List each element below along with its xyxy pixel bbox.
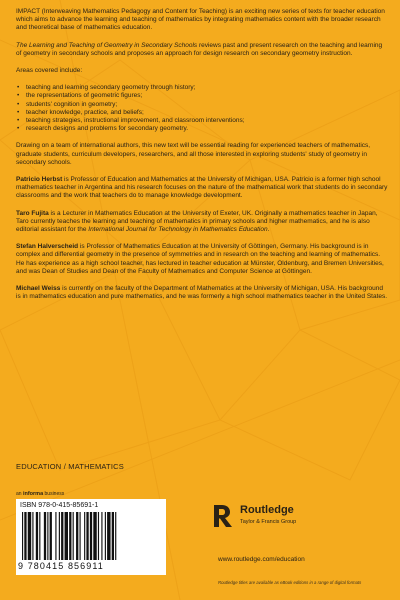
list-item: • teaching and learning secondary geometry through history; [16,84,388,92]
author-name: Taro Fujita [16,209,49,217]
ebook-note: Routledge titles are available as eBook editions in a range of digital formats [218,580,362,585]
author-name: Patricio Herbst [16,176,63,184]
isbn-number: ISBN 978-0-415-85691-1 [20,502,99,509]
subject-category: EDUCATION / MATHEMATICS [16,462,124,471]
areas-list [16,84,388,133]
author-name: Stefan Halverscheid [16,243,79,251]
list-item: • research designs and problems for secondary geometry. [16,125,388,133]
barcode-digits: 9 780415 856911 [18,561,104,571]
author-bio [16,243,388,276]
author-bio-text: is Professor of Mathematics Education at the University of Göttingen, Germany. His background is in complex and differential geometry in the presence of symmetries and in research on the teaching and learning of mathematics. He has experience as a high school teacher, has lectured in teacher education at Münster, Oldenburg, and Bremen Universities, and was Dean of Studies and Dean of the Faculty of Mathematics and Computer Science at Göttingen. [16,243,384,275]
list-item: • teacher knowledge, practice, and beliefs; [16,109,388,117]
author-name: Michael Weiss [16,285,61,293]
author-bio: Taro Fujita is a Lecturer in Mathematics Education at the University of Exeter, UK. Originally a mathematics teacher in Japan, Taro currently teaches the learning and teaching of mathematics in primary schools and higher mathematics, and he is also editorial assistant for the International Journal for Technology in Mathematics Education. [16,209,378,234]
list-item: • students' cognition in geometry; [16,101,388,109]
readership-paragraph: Drawing on a team of international authors, this new text will be essential reading for experienced teachers of mathematics, graduate students, curriculum developers, researchers, and all those interested in exploring students' study of geometry in secondary schools. [16,142,371,166]
journal-title: International Journal for Technology in Mathematics Education [88,226,268,234]
areas-heading: Areas covered include: [16,67,83,75]
author-bio [16,176,388,201]
publisher-url[interactable]: www.routledge.com/education [218,556,305,563]
publisher-name: Routledge [240,504,294,516]
author-bio [16,285,388,301]
series-description: IMPACT (Interweaving Mathematics Pedagogy and Content for Teaching) is an exciting new series of texts for teacher education which aims to advance the learning and teaching of mathematics by integrating mathematics content with the broader research and theoretical base of mathematics education. [16,8,385,32]
list-item: • teaching strategies, instructional improvement, and classroom interventions; [16,117,388,125]
routledge-logo-icon [212,503,236,529]
publisher-tagline: Taylor & Francis Group [240,519,297,525]
author-bio-text: is a Lecturer in Mathematics Education at the University of Exeter, UK. Originally a mathematics teacher in Japan, Taro currently teaches the learning and teaching of mathematics in primary schools and higher mathematics, and he is also editorial assistant for the [16,209,378,234]
barcode-panel [16,499,166,575]
informa-logo-text: informa [22,491,44,497]
book-description-text: reviews past and present research on the teaching and learning of geometry in secondary schools and proposes an approach for design research on secondary geometry instruction. [16,41,383,57]
barcode-icon [22,512,160,560]
informa-business-note: an informa business [16,491,65,497]
book-description [16,42,388,58]
author-bio-text: is Professor of Education and Mathematics at the University of Michigan, USA. Patricio is a former high school mathematics teacher in Argentina and his research focuses on the nature of the mathematical work that students do in secondary classrooms and the work that teachers do to manage knowledge development. [16,176,388,200]
author-bio-text: is currently on the faculty of the Department of Mathematics at the University of Michigan, USA. His background is in mathematics education and pure mathematics, and he was formerly a high school mathematics teacher in the United States. [16,285,388,301]
back-cover-text [16,8,388,310]
list-item: • the representations of geometric figures; [16,92,388,100]
book-title: The Learning and Teaching of Geometry in Secondary Schools [16,41,198,49]
